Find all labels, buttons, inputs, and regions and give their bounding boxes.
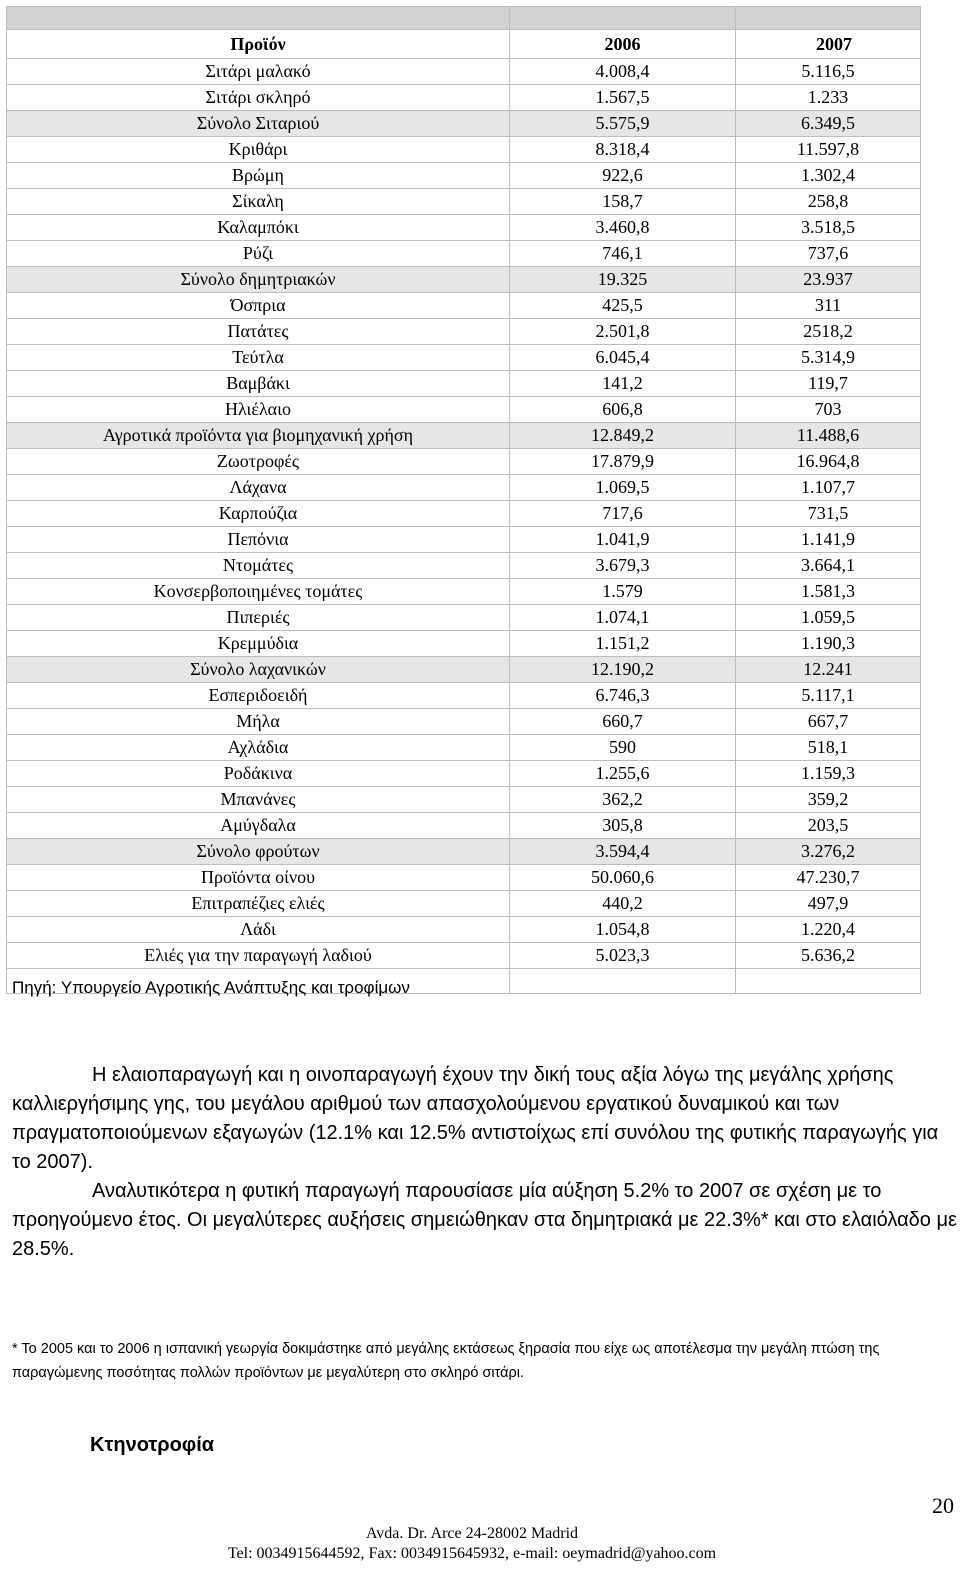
product-cell: Τεύτλα bbox=[7, 345, 510, 371]
value-2006-cell: 1.074,1 bbox=[510, 605, 736, 631]
value-2006-cell: 12.190,2 bbox=[510, 657, 736, 683]
value-2006-cell: 1.041,9 bbox=[510, 527, 736, 553]
table-row bbox=[7, 631, 921, 657]
value-2007-cell: 6.349,5 bbox=[736, 111, 921, 137]
table-row bbox=[7, 839, 921, 865]
product-cell: Σίκαλη bbox=[7, 189, 510, 215]
value-2007-cell: 3.664,1 bbox=[736, 553, 921, 579]
paragraph-production-growth: Αναλυτικότερα η φυτική παραγωγή παρουσίασε μία αύξηση 5.2% το 2007 σε σχέση με το προηγούμενο έτος. Οι μεγαλύτερες αυξήσεις σημειώθηκαν στα δημητριακά με 22.3%* και στο ελαιόλαδο με 28.5%. bbox=[12, 1180, 957, 1260]
value-2006-cell: 922,6 bbox=[510, 163, 736, 189]
page-number: 20 bbox=[932, 1493, 954, 1518]
product-cell: Αχλάδια bbox=[7, 735, 510, 761]
table-row bbox=[7, 865, 921, 891]
value-2007-cell: 737,6 bbox=[736, 241, 921, 267]
section-title: Κτηνοτροφία bbox=[90, 1434, 215, 1456]
table-cell bbox=[736, 969, 921, 994]
product-cell: Βρώμη bbox=[7, 163, 510, 189]
product-cell: Κρεμμύδια bbox=[7, 631, 510, 657]
product-cell: Πιπεριές bbox=[7, 605, 510, 631]
value-2007-cell: 203,5 bbox=[736, 813, 921, 839]
value-2006-cell: 1.579 bbox=[510, 579, 736, 605]
value-2007-cell: 258,8 bbox=[736, 189, 921, 215]
value-2007-cell: 1.233 bbox=[736, 85, 921, 111]
table-row bbox=[7, 449, 921, 475]
value-2007-cell: 5.117,1 bbox=[736, 683, 921, 709]
table-header-row bbox=[7, 30, 921, 59]
value-2007-cell: 1.581,3 bbox=[736, 579, 921, 605]
value-2007-cell: 1.107,7 bbox=[736, 475, 921, 501]
table-row bbox=[7, 423, 921, 449]
product-cell: Κριθάρι bbox=[7, 137, 510, 163]
table-row bbox=[7, 761, 921, 787]
value-2006-cell: 3.460,8 bbox=[510, 215, 736, 241]
product-cell: Εσπεριδοειδή bbox=[7, 683, 510, 709]
table-cell bbox=[510, 7, 736, 30]
table-row bbox=[7, 527, 921, 553]
value-2007-cell: 47.230,7 bbox=[736, 865, 921, 891]
header-2007: 2007 bbox=[736, 30, 921, 59]
product-cell: Πεπόνια bbox=[7, 527, 510, 553]
table-cell bbox=[510, 969, 736, 994]
value-2006-cell: 158,7 bbox=[510, 189, 736, 215]
table-row bbox=[7, 605, 921, 631]
value-2006-cell: 8.318,4 bbox=[510, 137, 736, 163]
header-product: Προϊόν bbox=[7, 30, 510, 59]
value-2006-cell: 590 bbox=[510, 735, 736, 761]
table-row bbox=[7, 371, 921, 397]
value-2006-cell: 1.069,5 bbox=[510, 475, 736, 501]
product-cell: Ηλιέλαιο bbox=[7, 397, 510, 423]
product-cell: Μπανάνες bbox=[7, 787, 510, 813]
table-row bbox=[7, 85, 921, 111]
value-2007-cell: 311 bbox=[736, 293, 921, 319]
table-top-band bbox=[7, 7, 921, 30]
product-cell: Ρύζι bbox=[7, 241, 510, 267]
table-row bbox=[7, 111, 921, 137]
table-cell bbox=[7, 7, 510, 30]
value-2006-cell: 17.879,9 bbox=[510, 449, 736, 475]
value-2007-cell: 1.220,4 bbox=[736, 917, 921, 943]
paragraph-olive-wine: Η ελαιοπαραγωγή και η οινοπαραγωγή έχουν την δική τους αξία λόγω της μεγάλης χρήσης καλλιεργήσιμης γης, του μεγάλου αριθμού των απασχολούμενου εργατικού δυναμικού και των πραγματοποιούμενων εξαγωγών (12.1% και 12.5% αντιστοίχως επί συνόλου της φυτικής παραγωγής για το 2007). bbox=[12, 1064, 939, 1173]
production-table-body bbox=[7, 7, 921, 994]
value-2007-cell: 5.314,9 bbox=[736, 345, 921, 371]
value-2006-cell: 12.849,2 bbox=[510, 423, 736, 449]
table-row bbox=[7, 709, 921, 735]
table-row bbox=[7, 475, 921, 501]
value-2007-cell: 1.159,3 bbox=[736, 761, 921, 787]
footer-contact: Tel: 0034915644592, Fax: 0034915645932, e-mail: oeymadrid@yahoo.com bbox=[227, 1545, 717, 1562]
table-row bbox=[7, 397, 921, 423]
value-2006-cell: 2.501,8 bbox=[510, 319, 736, 345]
table-row bbox=[7, 241, 921, 267]
value-2006-cell: 19.325 bbox=[510, 267, 736, 293]
product-cell: Καρπούζια bbox=[7, 501, 510, 527]
value-2006-cell: 1.255,6 bbox=[510, 761, 736, 787]
table-row bbox=[7, 917, 921, 943]
table-row bbox=[7, 501, 921, 527]
product-cell: Επιτραπέζιες ελιές bbox=[7, 891, 510, 917]
product-cell: Αγροτικά προϊόντα για βιομηχανική χρήση bbox=[7, 423, 510, 449]
product-cell: Ζωοτροφές bbox=[7, 449, 510, 475]
value-2007-cell: 23.937 bbox=[736, 267, 921, 293]
table-row bbox=[7, 59, 921, 85]
table-row bbox=[7, 787, 921, 813]
table-row bbox=[7, 943, 921, 969]
value-2007-cell: 2518,2 bbox=[736, 319, 921, 345]
value-2006-cell: 1.054,8 bbox=[510, 917, 736, 943]
product-cell: Κονσερβοποιημένες τομάτες bbox=[7, 579, 510, 605]
value-2007-cell: 3.518,5 bbox=[736, 215, 921, 241]
table-row bbox=[7, 163, 921, 189]
product-cell: Ντομάτες bbox=[7, 553, 510, 579]
value-2007-cell: 518,1 bbox=[736, 735, 921, 761]
table-row bbox=[7, 683, 921, 709]
value-2006-cell: 6.746,3 bbox=[510, 683, 736, 709]
product-cell: Σιτάρι μαλακό bbox=[7, 59, 510, 85]
value-2007-cell: 11.597,8 bbox=[736, 137, 921, 163]
value-2006-cell: 305,8 bbox=[510, 813, 736, 839]
value-2006-cell: 3.594,4 bbox=[510, 839, 736, 865]
product-cell: Πατάτες bbox=[7, 319, 510, 345]
product-cell: Σύνολο Σιταριού bbox=[7, 111, 510, 137]
table-row bbox=[7, 553, 921, 579]
product-cell: Σύνολο φρούτων bbox=[7, 839, 510, 865]
value-2007-cell: 703 bbox=[736, 397, 921, 423]
value-2006-cell: 660,7 bbox=[510, 709, 736, 735]
header-2006: 2006 bbox=[510, 30, 736, 59]
product-cell: Ελιές για την παραγωγή λαδιού bbox=[7, 943, 510, 969]
value-2007-cell: 3.276,2 bbox=[736, 839, 921, 865]
value-2006-cell: 362,2 bbox=[510, 787, 736, 813]
value-2007-cell: 1.059,5 bbox=[736, 605, 921, 631]
value-2006-cell: 606,8 bbox=[510, 397, 736, 423]
table-row bbox=[7, 579, 921, 605]
table-row bbox=[7, 657, 921, 683]
value-2007-cell: 667,7 bbox=[736, 709, 921, 735]
value-2006-cell: 425,5 bbox=[510, 293, 736, 319]
product-cell: Μήλα bbox=[7, 709, 510, 735]
value-2006-cell: 440,2 bbox=[510, 891, 736, 917]
table-cell bbox=[736, 7, 921, 30]
value-2007-cell: 1.302,4 bbox=[736, 163, 921, 189]
product-cell: Σιτάρι σκληρό bbox=[7, 85, 510, 111]
value-2006-cell: 3.679,3 bbox=[510, 553, 736, 579]
value-2007-cell: 12.241 bbox=[736, 657, 921, 683]
value-2006-cell: 746,1 bbox=[510, 241, 736, 267]
table-row bbox=[7, 267, 921, 293]
product-cell: Βαμβάκι bbox=[7, 371, 510, 397]
product-cell: Αμύγδαλα bbox=[7, 813, 510, 839]
product-cell: Όσπρια bbox=[7, 293, 510, 319]
footer-address: Avda. Dr. Arce 24-28002 Madrid bbox=[365, 1525, 579, 1542]
value-2007-cell: 11.488,6 bbox=[736, 423, 921, 449]
value-2007-cell: 16.964,8 bbox=[736, 449, 921, 475]
value-2006-cell: 50.060,6 bbox=[510, 865, 736, 891]
table-row bbox=[7, 215, 921, 241]
source-note: Πηγή: Υπουργείο Αγροτικής Ανάπτυξης και τροφίμων bbox=[12, 978, 410, 997]
value-2007-cell: 1.141,9 bbox=[736, 527, 921, 553]
product-cell: Λάδι bbox=[7, 917, 510, 943]
product-cell: Ροδάκινα bbox=[7, 761, 510, 787]
footnote: * Το 2005 και το 2006 η ισπανική γεωργία δοκιμάστηκε από μεγάλης εκτάσεως ξηρασία που είχε ως αποτέλεσμα την μεγάλη πτώση της παραγώμενης ποσότητας πολλών προϊόντων με μεγαλύτερη στο σκληρό σιτάρι. bbox=[12, 1341, 880, 1381]
table-row bbox=[7, 813, 921, 839]
value-2007-cell: 119,7 bbox=[736, 371, 921, 397]
value-2007-cell: 5.636,2 bbox=[736, 943, 921, 969]
value-2006-cell: 4.008,4 bbox=[510, 59, 736, 85]
product-cell: Καλαμπόκι bbox=[7, 215, 510, 241]
table-row bbox=[7, 891, 921, 917]
value-2006-cell: 717,6 bbox=[510, 501, 736, 527]
table-row bbox=[7, 293, 921, 319]
table-row bbox=[7, 735, 921, 761]
value-2006-cell: 5.023,3 bbox=[510, 943, 736, 969]
value-2006-cell: 5.575,9 bbox=[510, 111, 736, 137]
table-row bbox=[7, 137, 921, 163]
value-2007-cell: 5.116,5 bbox=[736, 59, 921, 85]
value-2007-cell: 731,5 bbox=[736, 501, 921, 527]
product-cell: Προϊόντα οίνου bbox=[7, 865, 510, 891]
value-2006-cell: 141,2 bbox=[510, 371, 736, 397]
value-2006-cell: 1.151,2 bbox=[510, 631, 736, 657]
value-2007-cell: 497,9 bbox=[736, 891, 921, 917]
value-2007-cell: 1.190,3 bbox=[736, 631, 921, 657]
table-row bbox=[7, 189, 921, 215]
product-cell: Σύνολο λαχανικών bbox=[7, 657, 510, 683]
product-cell: Σύνολο δημητριακών bbox=[7, 267, 510, 293]
production-table bbox=[6, 6, 921, 994]
value-2007-cell: 359,2 bbox=[736, 787, 921, 813]
table-row bbox=[7, 319, 921, 345]
value-2006-cell: 6.045,4 bbox=[510, 345, 736, 371]
value-2006-cell: 1.567,5 bbox=[510, 85, 736, 111]
product-cell: Λάχανα bbox=[7, 475, 510, 501]
table-row bbox=[7, 345, 921, 371]
